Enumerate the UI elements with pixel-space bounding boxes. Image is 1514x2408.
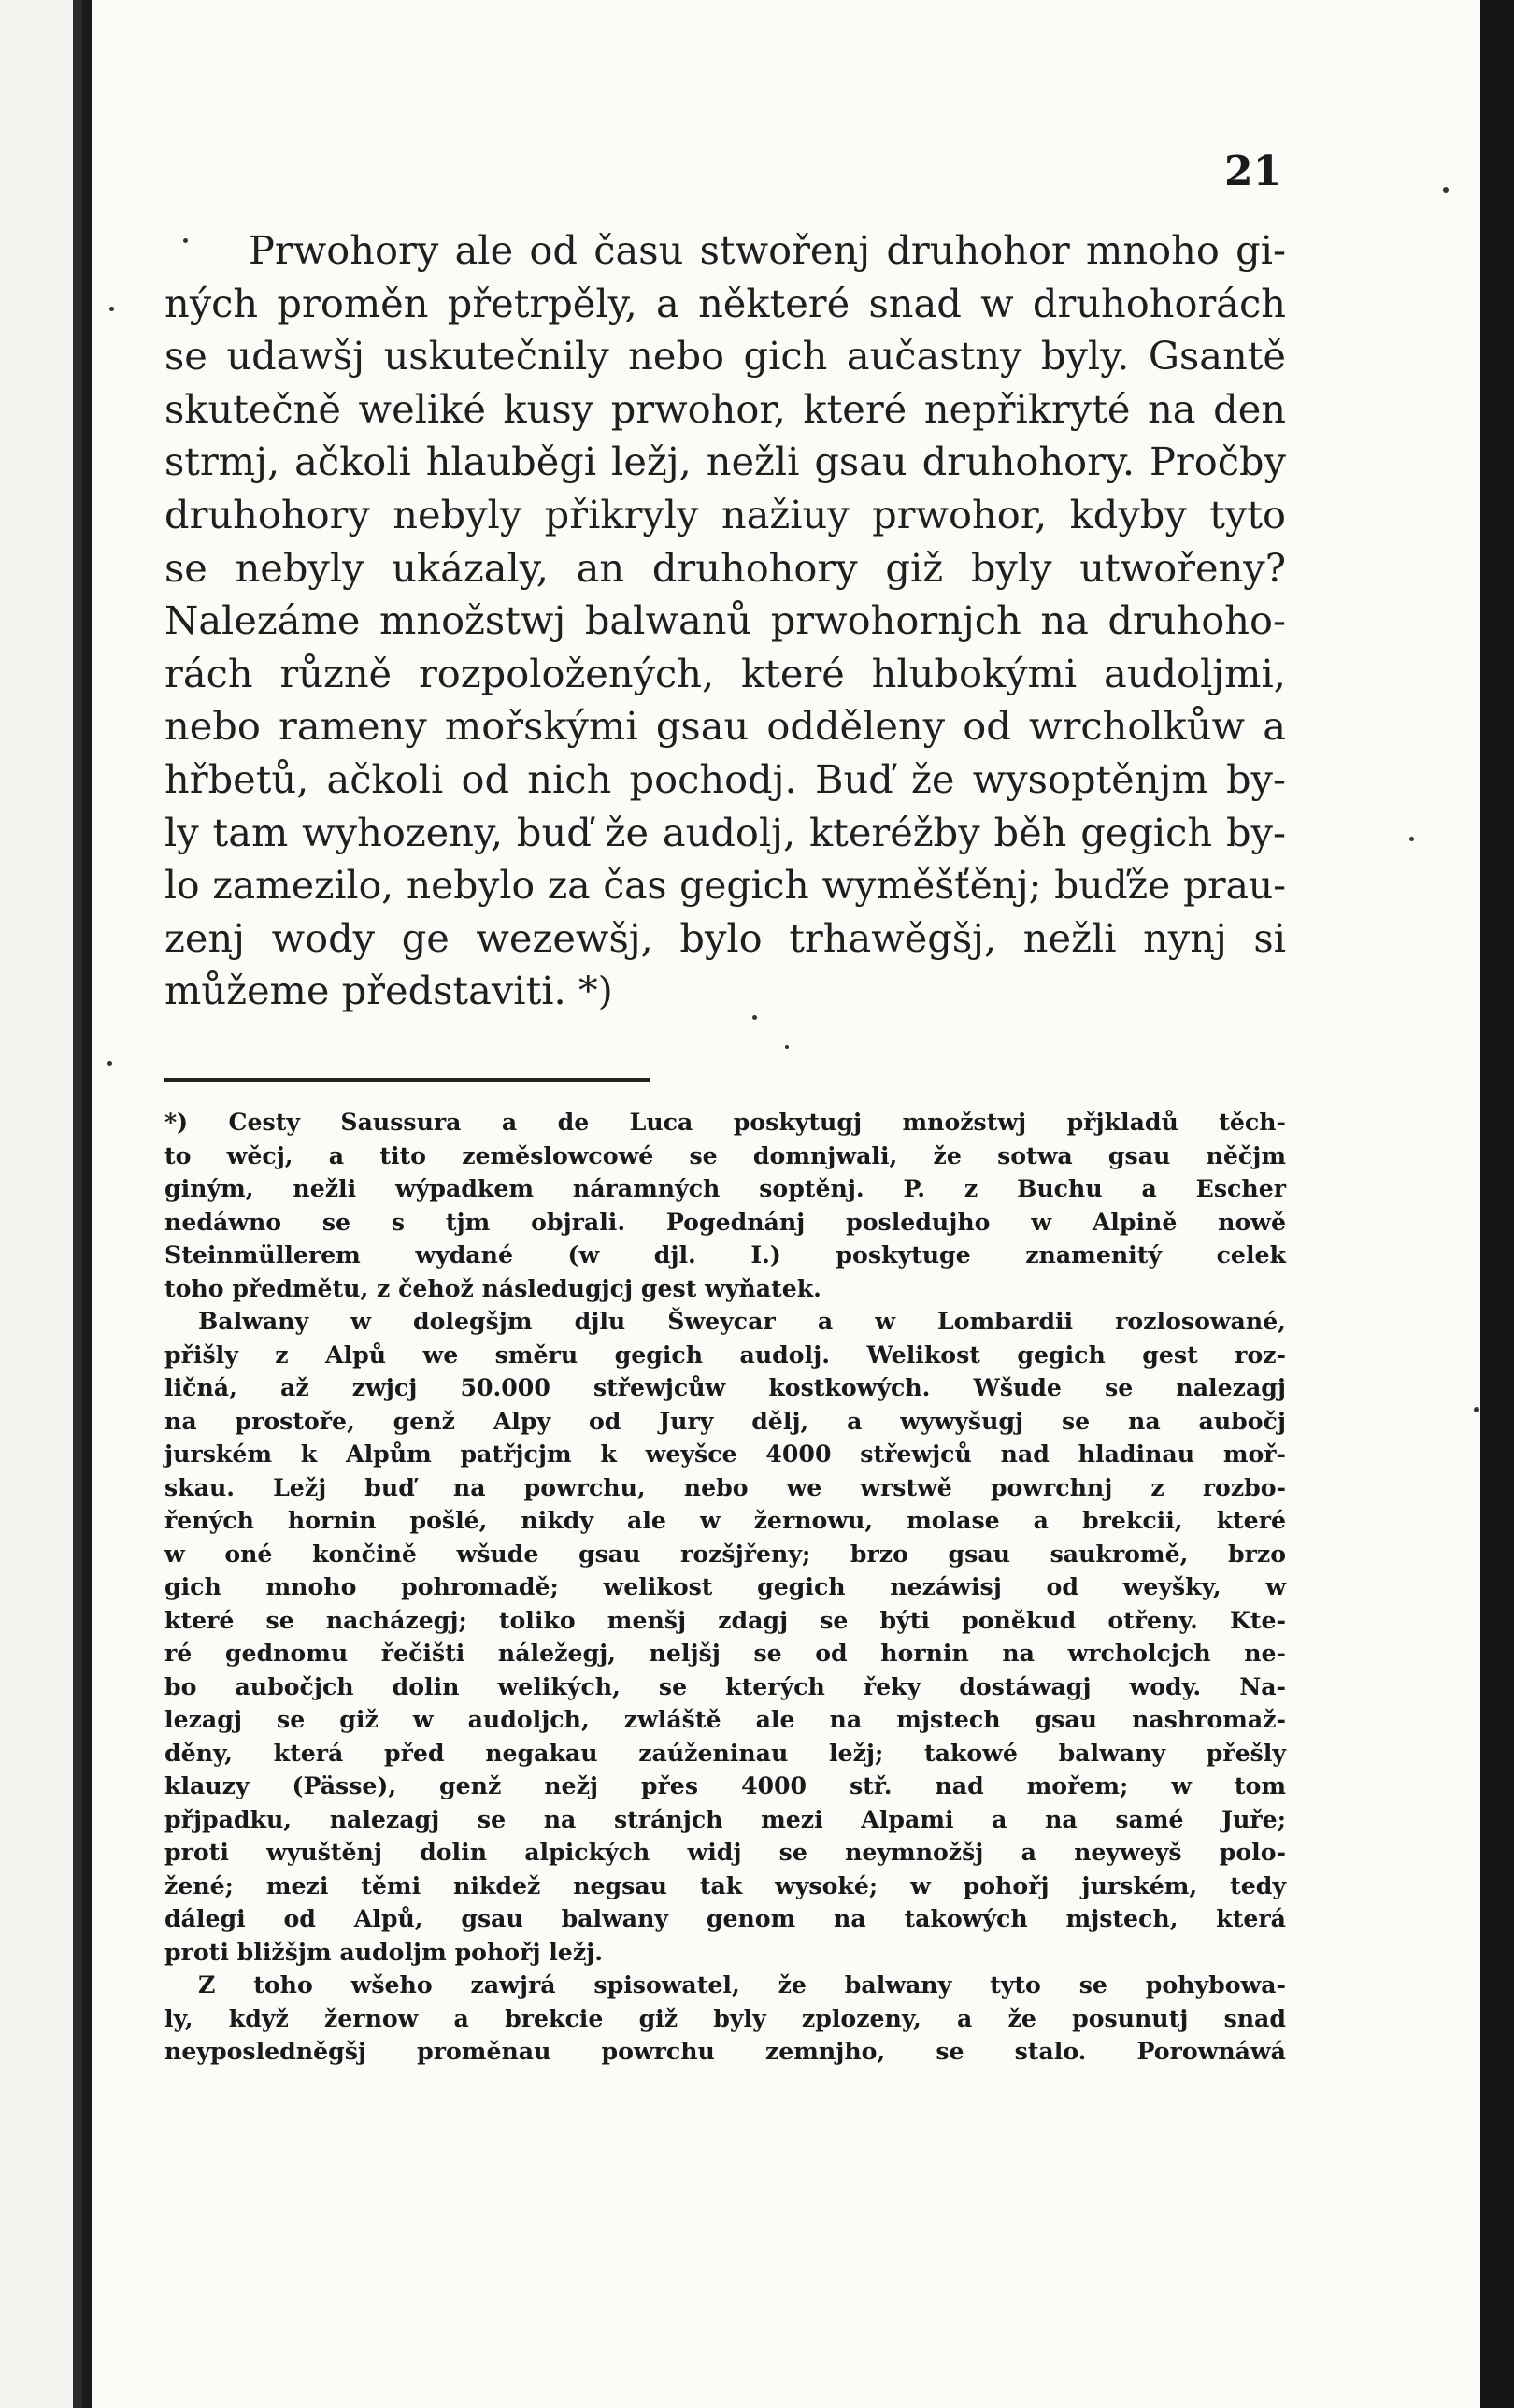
footnote-line: w oné končině wšude gsau rozšjřeny; brzo gsau saukromě, brzo <box>164 1539 1286 1568</box>
footnote-line: dálegi od Alpů, gsau balwany genom na takowých mjstech, která <box>164 1904 1286 1932</box>
footnote-line: klauzy (Pässe), genž nežj přes 4000 stř. nad mořem; w tom <box>164 1771 1286 1799</box>
footnote-line: ly, když žernow a brekcie giž byly zplozeny, a že posunutj snad <box>164 2003 1286 2032</box>
main-text-line: se udawšj uskutečnily nebo gich aučastny byly. Gsantě <box>164 333 1286 380</box>
footnote-line: *) Cesty Saussura a de Luca poskytugj množstwj přjkladů těch- <box>164 1108 1286 1136</box>
ink-speck <box>785 1045 789 1049</box>
main-text-line: se nebyly ukázaly, an druhohory giž byly utwořeny? <box>164 544 1286 591</box>
page-gutter-shadow <box>73 0 82 2408</box>
footnote-line: Steinmüllerem wydané (w djl. I.) poskytuge znamenitý celek <box>164 1240 1286 1268</box>
footnote-line: lezagj se giž w audoljch, zwláště ale na mjstech gsau nashromaž- <box>164 1705 1286 1733</box>
footnote-line: řených hornin pošlé, nikdy ale w žernowu, molase a brekcii, které <box>164 1506 1286 1534</box>
footnote-line: jurském k Alpům patřjcjm k weyšce 4000 střewjců nad hladinau moř- <box>164 1440 1286 1468</box>
footnote-line: ré gednomu řečišti náležegj, neljšj se od hornin na wrcholcjch ne- <box>164 1639 1286 1667</box>
footnote-line: žené; mezi těmi nikdež negsau tak wysoké; w pohořj jurském, tedy <box>164 1870 1286 1899</box>
footnote-line: proti bližšjm audoljm pohořj ležj. <box>164 1937 604 1966</box>
adjacent-page-strip <box>0 0 82 2408</box>
main-text-block <box>164 224 1286 1018</box>
main-text-line: nebo rameny mořskými gsau odděleny od wrcholkůw a <box>164 703 1286 750</box>
ink-speck <box>183 238 188 243</box>
footnote-line: neyposledněgšj proměnau powrchu zemnjho, se stalo. Porownáwá <box>164 2037 1286 2065</box>
main-text-line: druhohory nebyly přikryly nažiuy prwohor, kdyby tyto <box>164 491 1286 538</box>
ink-speck <box>1409 837 1414 841</box>
main-text-line: můžeme představiti. *) <box>164 968 613 1014</box>
main-text-line: zenj wody ge wezewšj, bylo trhawěgšj, nežli nynj si <box>164 914 1286 961</box>
footnote-line: skau. Ležj buď na powrchu, nebo we wrstwě powrchnj z rozbo- <box>164 1472 1286 1501</box>
footnote-line: ličná, až zwjcj 50.000 střewjcůw kostkowých. Wšude se nalezagj <box>164 1373 1286 1401</box>
ink-speck <box>109 307 114 311</box>
main-text-line: ly tam wyhozeny, buď že audolj, kteréžby běh gegich by- <box>164 809 1286 855</box>
footnote-line: toho předmětu, z čehož následugjcj gest wyňatek. <box>164 1273 821 1302</box>
ink-speck <box>1443 187 1449 193</box>
main-text-line: rách různě rozpoložených, které hlubokými audoljmi, <box>164 650 1286 696</box>
ink-speck <box>752 1015 757 1020</box>
footnote-divider <box>164 1078 650 1082</box>
main-text-line: lo zamezilo, nebylo za čas gegich wyměšťěnj; buďže prau- <box>164 863 1286 909</box>
footnote-line: děny, která před negakau zaúženinau ležj; takowé balwany přešly <box>164 1738 1286 1767</box>
footnote-line: přišly z Alpů we směru gegich audolj. Welikost gegich gest roz- <box>164 1340 1286 1369</box>
main-text-line: Prwohory ale od času stwořenj druhohor mnoho gi- <box>249 227 1286 273</box>
footnote-line: gich mnoho pohromadě; welikost gegich nezáwisj od weyšky, w <box>164 1572 1286 1600</box>
footnote-line: Z toho wšeho zawjrá spisowatel, že balwany tyto se pohybowa- <box>198 1971 1286 1999</box>
main-text-line: ných proměn přetrpěly, a některé snad w druhohorách <box>164 280 1286 326</box>
footnote-block <box>164 1106 1286 2069</box>
footnote-line: na prostoře, genž Alpy od Jury dělj, a wywyšugj se na aubočj <box>164 1406 1286 1435</box>
page-number: 21 <box>1224 148 1282 195</box>
footnote-line: nedáwno se s tjm objrali. Pogednánj posledujho w Alpině nowě <box>164 1207 1286 1236</box>
ink-speck <box>107 1061 112 1066</box>
ink-speck <box>1474 1407 1479 1412</box>
main-text-line: Nalezáme množstwj balwanů prwohornjch na druhoho- <box>164 597 1286 644</box>
footnote-line: Balwany w dolegšjm djlu Šweycar a w Lombardii rozlosowané, <box>198 1307 1286 1335</box>
main-text-line: skutečně weliké kusy prwohor, které nepřikryté na den <box>164 385 1286 432</box>
footnote-line: které se nacházegj; toliko menšj zdagj se býti poněkud otřeny. Kte- <box>164 1605 1286 1634</box>
page-edge-shadow <box>1480 0 1514 2408</box>
main-text-line: hřbetů, ačkoli od nich pochodj. Buď že wysoptěnjm by- <box>164 755 1286 802</box>
footnote-line: proti wyuštěnj dolin alpických widj se neymnožšj a neyweyš polo- <box>164 1838 1286 1866</box>
footnote-line: giným, nežli wýpadkem náramných soptěnj. P. z Buchu a Escher <box>164 1174 1286 1202</box>
footnote-line: bo aubočjch dolin welikých, se kterých řeky dostáwagj wody. Na- <box>164 1671 1286 1700</box>
footnote-line: přjpadku, nalezagj se na stránjch mezi Alpami a na samé Juře; <box>164 1804 1286 1833</box>
main-text-line: strmj, ačkoli hlauběgi ležj, nežli gsau druhohory. Pročby <box>164 438 1286 485</box>
footnote-line: to wěcj, a tito zeměslowcowé se domnjwali, že sotwa gsau něčjm <box>164 1140 1286 1169</box>
